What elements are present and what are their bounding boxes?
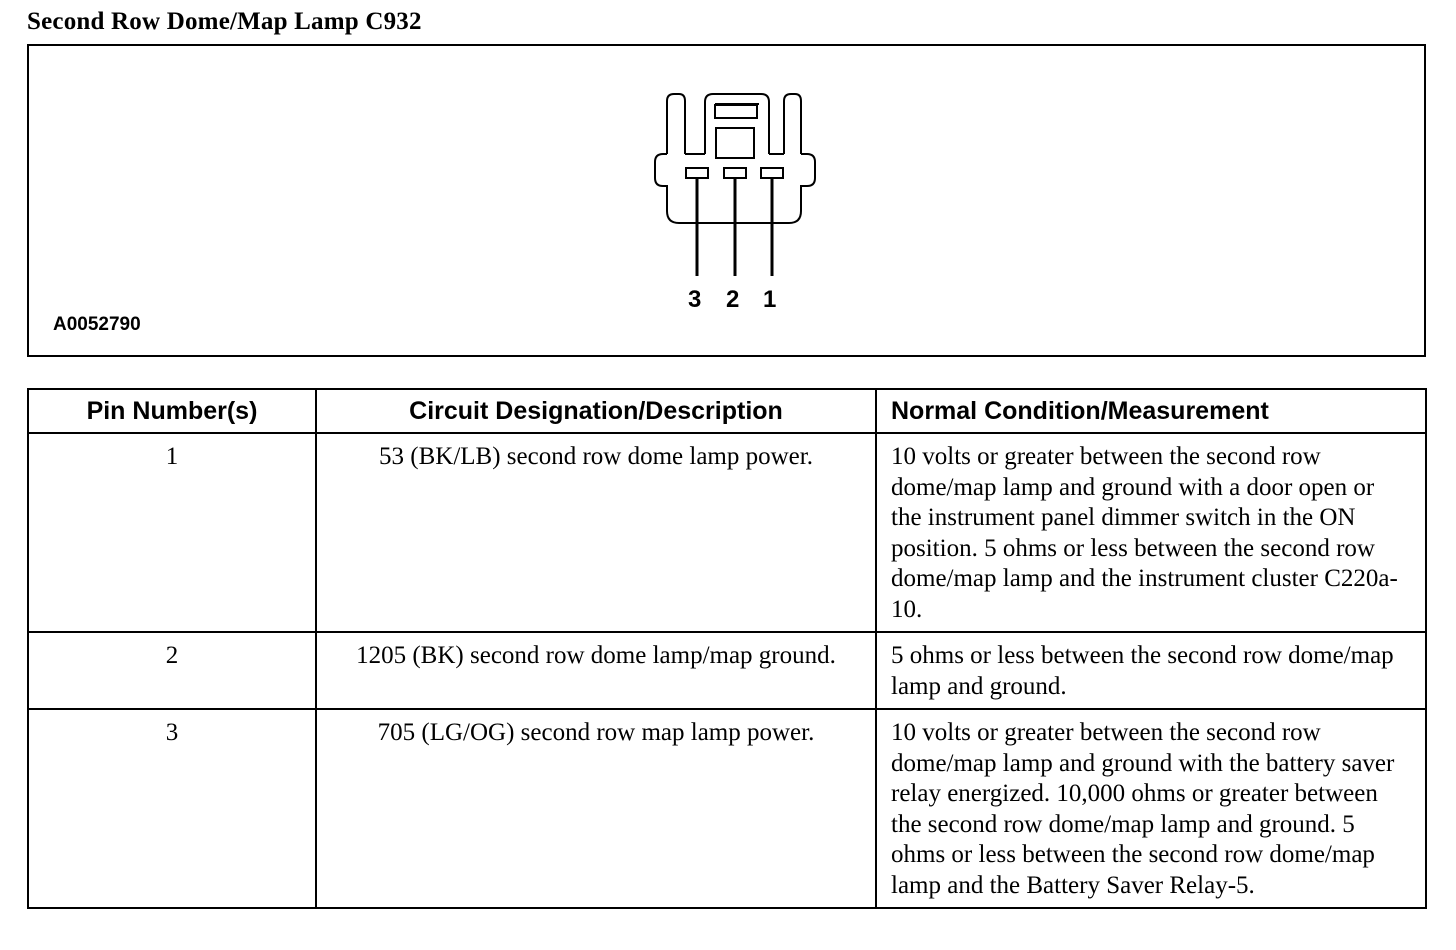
page-title: Second Row Dome/Map Lamp C932 (27, 8, 422, 35)
table-row (28, 709, 1426, 908)
circuit-cell: 1205 (BK) second row dome lamp/map ground. (316, 632, 876, 709)
header-measurement: Normal Condition/Measurement (876, 389, 1426, 433)
measurement-cell: 10 volts or greater between the second row dome/map lamp and ground with a door open or the instrument panel dimmer switch in the ON position. 5 ohms or less between the second row dome/map lamp and the instrument cluster C220a-10. (876, 433, 1426, 632)
table-row (28, 632, 1426, 709)
header-pin-number: Pin Number(s) (28, 389, 316, 433)
header-circuit: Circuit Designation/Description (316, 389, 876, 433)
circuit-cell: 53 (BK/LB) second row dome lamp power. (316, 433, 876, 632)
pin-number-cell: 1 (28, 433, 316, 632)
pin-label-3: 3 (688, 286, 702, 313)
table-header-row (28, 389, 1426, 433)
pin-label-1: 1 (763, 286, 777, 313)
circuit-cell: 705 (LG/OG) second row map lamp power. (316, 709, 876, 908)
pinout-table (27, 388, 1427, 909)
figure-id: A0052790 (53, 314, 141, 335)
measurement-cell: 5 ohms or less between the second row dome/map lamp and ground. (876, 632, 1426, 709)
pin-number-cell: 2 (28, 632, 316, 709)
measurement-cell: 10 volts or greater between the second row dome/map lamp and ground with the battery saver relay energized. 10,000 ohms or greater between the second row dome/map lamp and ground. 5 ohms or less between the second row dome/map lamp and the Battery Saver Relay-5. (876, 709, 1426, 908)
pin-label-2: 2 (726, 286, 740, 313)
pin-number-cell: 3 (28, 709, 316, 908)
connector-diagram (27, 44, 1426, 357)
table-row (28, 433, 1426, 632)
